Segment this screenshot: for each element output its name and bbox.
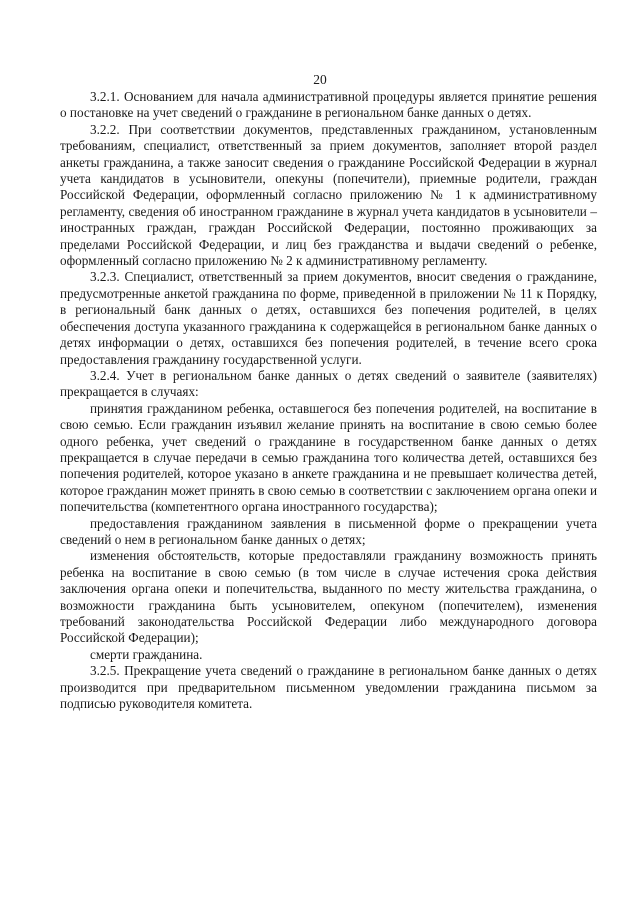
paragraph-3-2-1: 3.2.1. Основанием для начала административной процедуры является принятие решения о постановке на учет сведений о гражданине в региональном банке данных о детях. [60,89,597,121]
case-item-circumstances-changed: изменения обстоятельств, которые предоставляли гражданину возможность принять ребенка на воспитание в свою семью (в том числе в случае истечения срока действия заключения органа опеки и попечительства, выданного по месту жительства гражданина, о возможности гражданина быть усыновителем, опекуном (попечителем), изменения требований законодательства Российской Федерации либо международного договора Российской Федерации); [60,548,597,646]
case-item-child-adopted: принятия гражданином ребенка, оставшегося без попечения родителей, на воспитание в свою семью. Если гражданин изъявил желание принять на воспитание в свою семью более одного ребенка, учет сведений о гражданине в государственном банке данных о детях прекращается в случае передачи в семью гражданина того количества детей, оставшихся без попечения родителей, которое указано в анкете гражданина и не превышает количества детей, которое гражданин может принять в свою семью в соответствии с заключением органа опеки и попечительства (компетентного органа иностранного государства); [60,400,597,515]
paragraph-3-2-5: 3.2.5. Прекращение учета сведений о гражданине в региональном банке данных о детях производится при предварительном письменном уведомлении гражданина письмом за подписью руководителя комитета. [60,663,597,712]
case-item-death: смерти гражданина. [90,646,203,662]
case-item-written-request: предоставления гражданином заявления в письменной форме о прекращении учета сведений о нем в региональном банке данных о детях; [60,515,597,547]
paragraph-3-2-2: 3.2.2. При соответствии документов, представленных гражданином, установленным требованиям, специалист, ответственный за прием документов, заполняет второй раздел анкеты гражданина, а также заносит сведения о гражданине Российской Федерации в журнал учета кандидатов в усыновители, опекуны (попечители), приемные родители, граждан Российской Федерации, оформленный согласно приложению № 1 к административному регламенту, сведения об иностранном гражданине в журнал учета кандидатов в усыновители – иностранных граждан, граждан Российской Федерации, постоянно проживающих за пределами Российской Федерации, и лиц без гражданства и выдачи сведений о ребенке, оформленный согласно приложению № 2 к административному регламенту. [60,121,597,269]
paragraph-3-2-3: 3.2.3. Специалист, ответственный за прием документов, вносит сведения о гражданине, предусмотренные анкетой гражданина по форме, приведенной в приложении № 11 к Порядку, в региональный банк данных о детях, оставшихся без попечения родителей, в целях обеспечения доступа указанного гражданина к содержащейся в региональном банке данных о детях информации о детях, оставшихся без попечения родителей, в течение всего срока предоставления гражданину государственной услуги. [60,269,597,367]
termination-cases-list [60,401,597,664]
paragraph-3-2-4: 3.2.4. Учет в региональном банке данных о детях сведений о заявителе (заявителях) прекращается в случаях: [60,367,597,400]
document-body [60,89,597,712]
page-number: 20 [313,72,327,87]
